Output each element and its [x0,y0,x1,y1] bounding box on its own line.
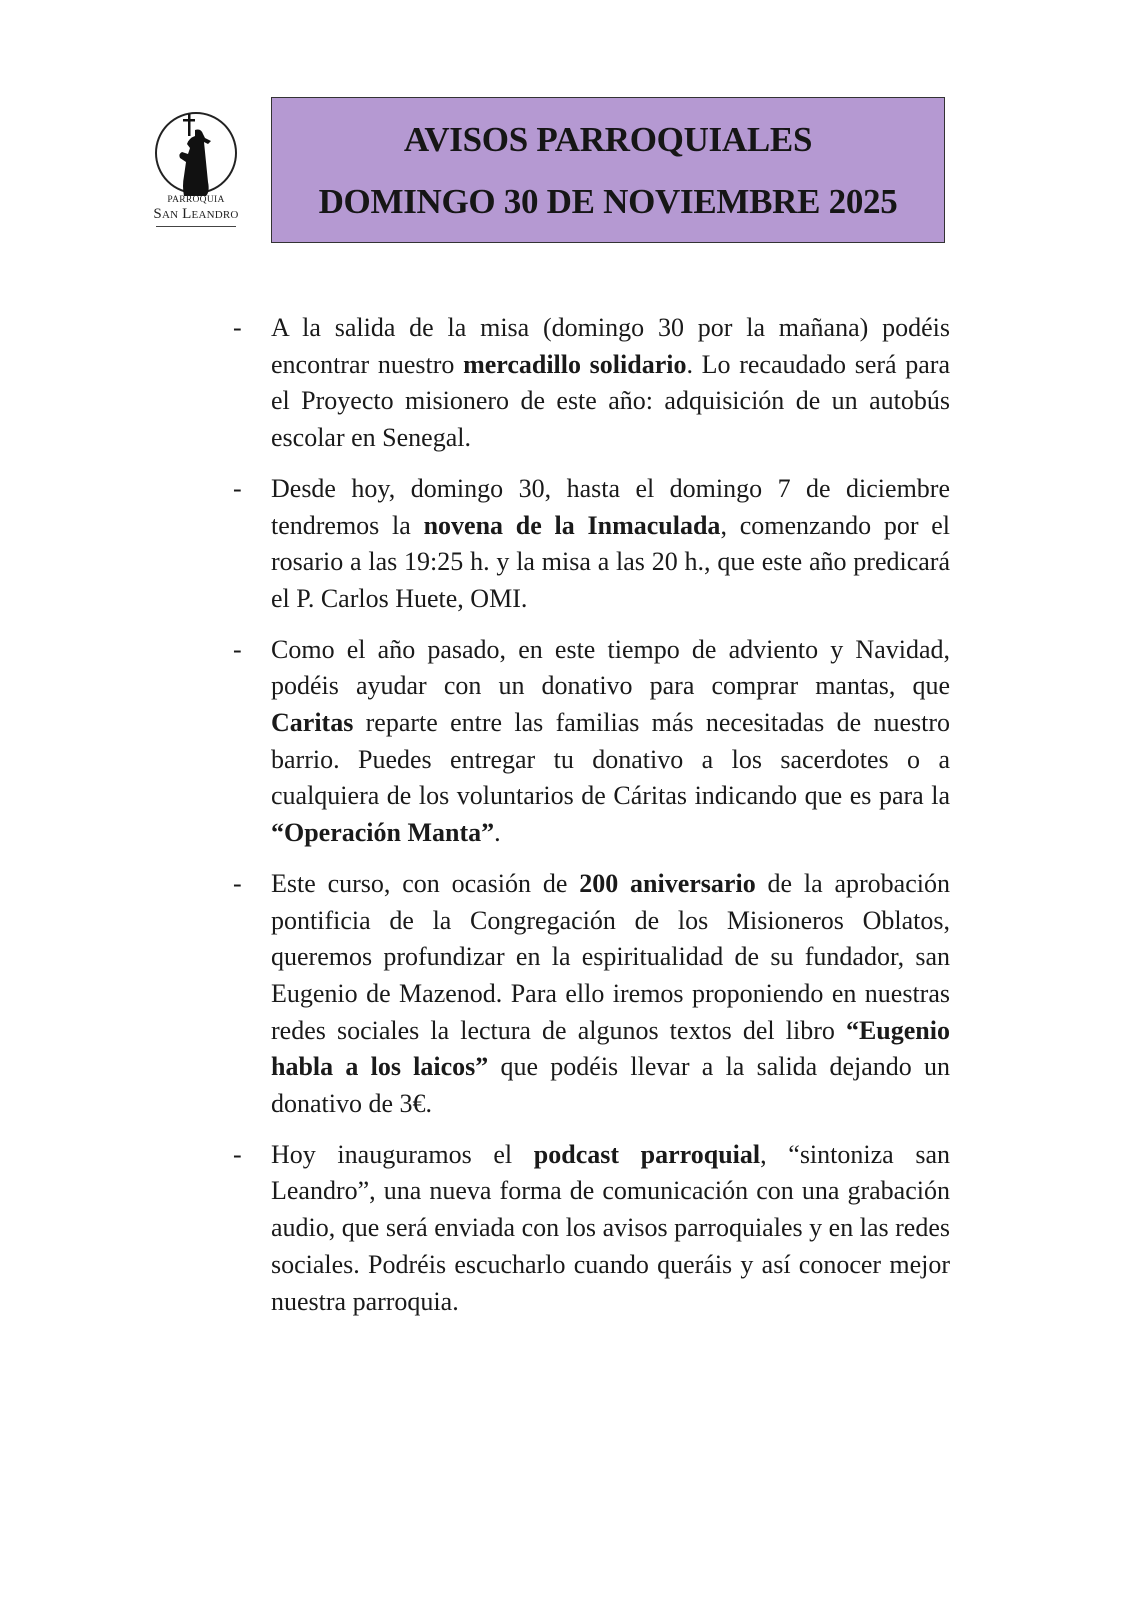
notice-highlight: podcast parroquial [533,1139,761,1169]
notice-text-segment: que podéis llevar a la salida dejando un donativo de 3€. [271,1052,950,1119]
notice-text-segment: de la aprobación pontificia de la Congregación de los Misioneros Oblatos, queremos profundizar en la espiritualidad de su fundador, san Eugenio de Mazenod. Para ello iremos proponiendo en nuestras redes sociales la lectura de algunos textos del libro [271,868,950,1045]
notice-text-segment: , “sintoniza san Leandro”, una nueva forma de comunicación con una grabación audio, que será enviada con los avisos parroquiales y en las redes sociales. Podréis escucharlo cuando queráis y así conocer mejor nuestra parroquia. [271,1139,950,1316]
notice-text [271,866,950,1123]
notice-text-segment: reparte entre las familias más necesitadas de nuestro barrio. Puedes entregar tu donativo a los sacerdotes o a cualquiera de los voluntarios de Cáritas indicando que es para la [271,708,950,811]
notice-text [271,1137,950,1321]
notice-highlight: 200 aniversario [579,868,756,898]
saint-figure-icon [168,110,224,200]
notice-highlight: mercadillo solidario [463,349,687,379]
notice-text-segment: . [494,818,501,848]
notice-text [271,632,950,852]
notice-item [233,310,950,457]
notice-text-segment: Desde hoy, domingo 30, hasta el domingo 7 de diciembre tendremos la [271,473,950,540]
notice-text-segment: Este curso, con ocasión de [271,868,580,898]
notice-highlight: novena de la Inmaculada [423,510,721,540]
bullet-dash: - [233,1139,242,1169]
notice-item [233,1137,950,1321]
notice-text-segment: , comenzando por el rosario a las 19:25 h. y la misa a las 20 h., que este año predicará el P. Carlos Huete, OMI. [271,510,950,613]
notice-highlight: Caritas [271,708,354,738]
bullet-dash: - [233,473,242,503]
notice-highlight: “Eugenio habla a los laicos” [271,1015,950,1082]
notice-text-segment: . Lo recaudado será para el Proyecto misionero de este año: adquisición de un autobús escolar en Senegal. [271,349,951,453]
bullet-dash: - [233,868,242,898]
notice-text-segment: A la salida de la misa (domingo 30 por la mañana) podéis encontrar nuestro [271,313,950,379]
logo-text-parroquia: PARROQUIA [167,195,225,205]
notice-item [233,866,950,1123]
bullet-dash: - [233,634,242,664]
notice-highlight: “Operación Manta” [271,818,495,848]
notice-item [233,632,950,852]
notice-text [271,471,950,618]
notices-list [233,310,950,1334]
bullet-dash: - [233,313,242,342]
notice-text-segment: Hoy inauguramos el [271,1139,534,1169]
page-title: AVISOS PARROQUIALES [403,120,813,159]
notice-item [233,471,950,618]
notice-text [271,310,950,457]
page-date: DOMINGO 30 DE NOVIEMBRE 2025 [318,182,898,221]
logo-underline [156,226,236,227]
header-banner [271,97,945,243]
notice-text-segment: Como el año pasado, en este tiempo de adviento y Navidad, podéis ayudar con un donativo para comprar mantas, que [271,634,950,701]
logo-text-san-leandro: San Leandro [153,206,239,222]
parish-logo [146,110,246,230]
